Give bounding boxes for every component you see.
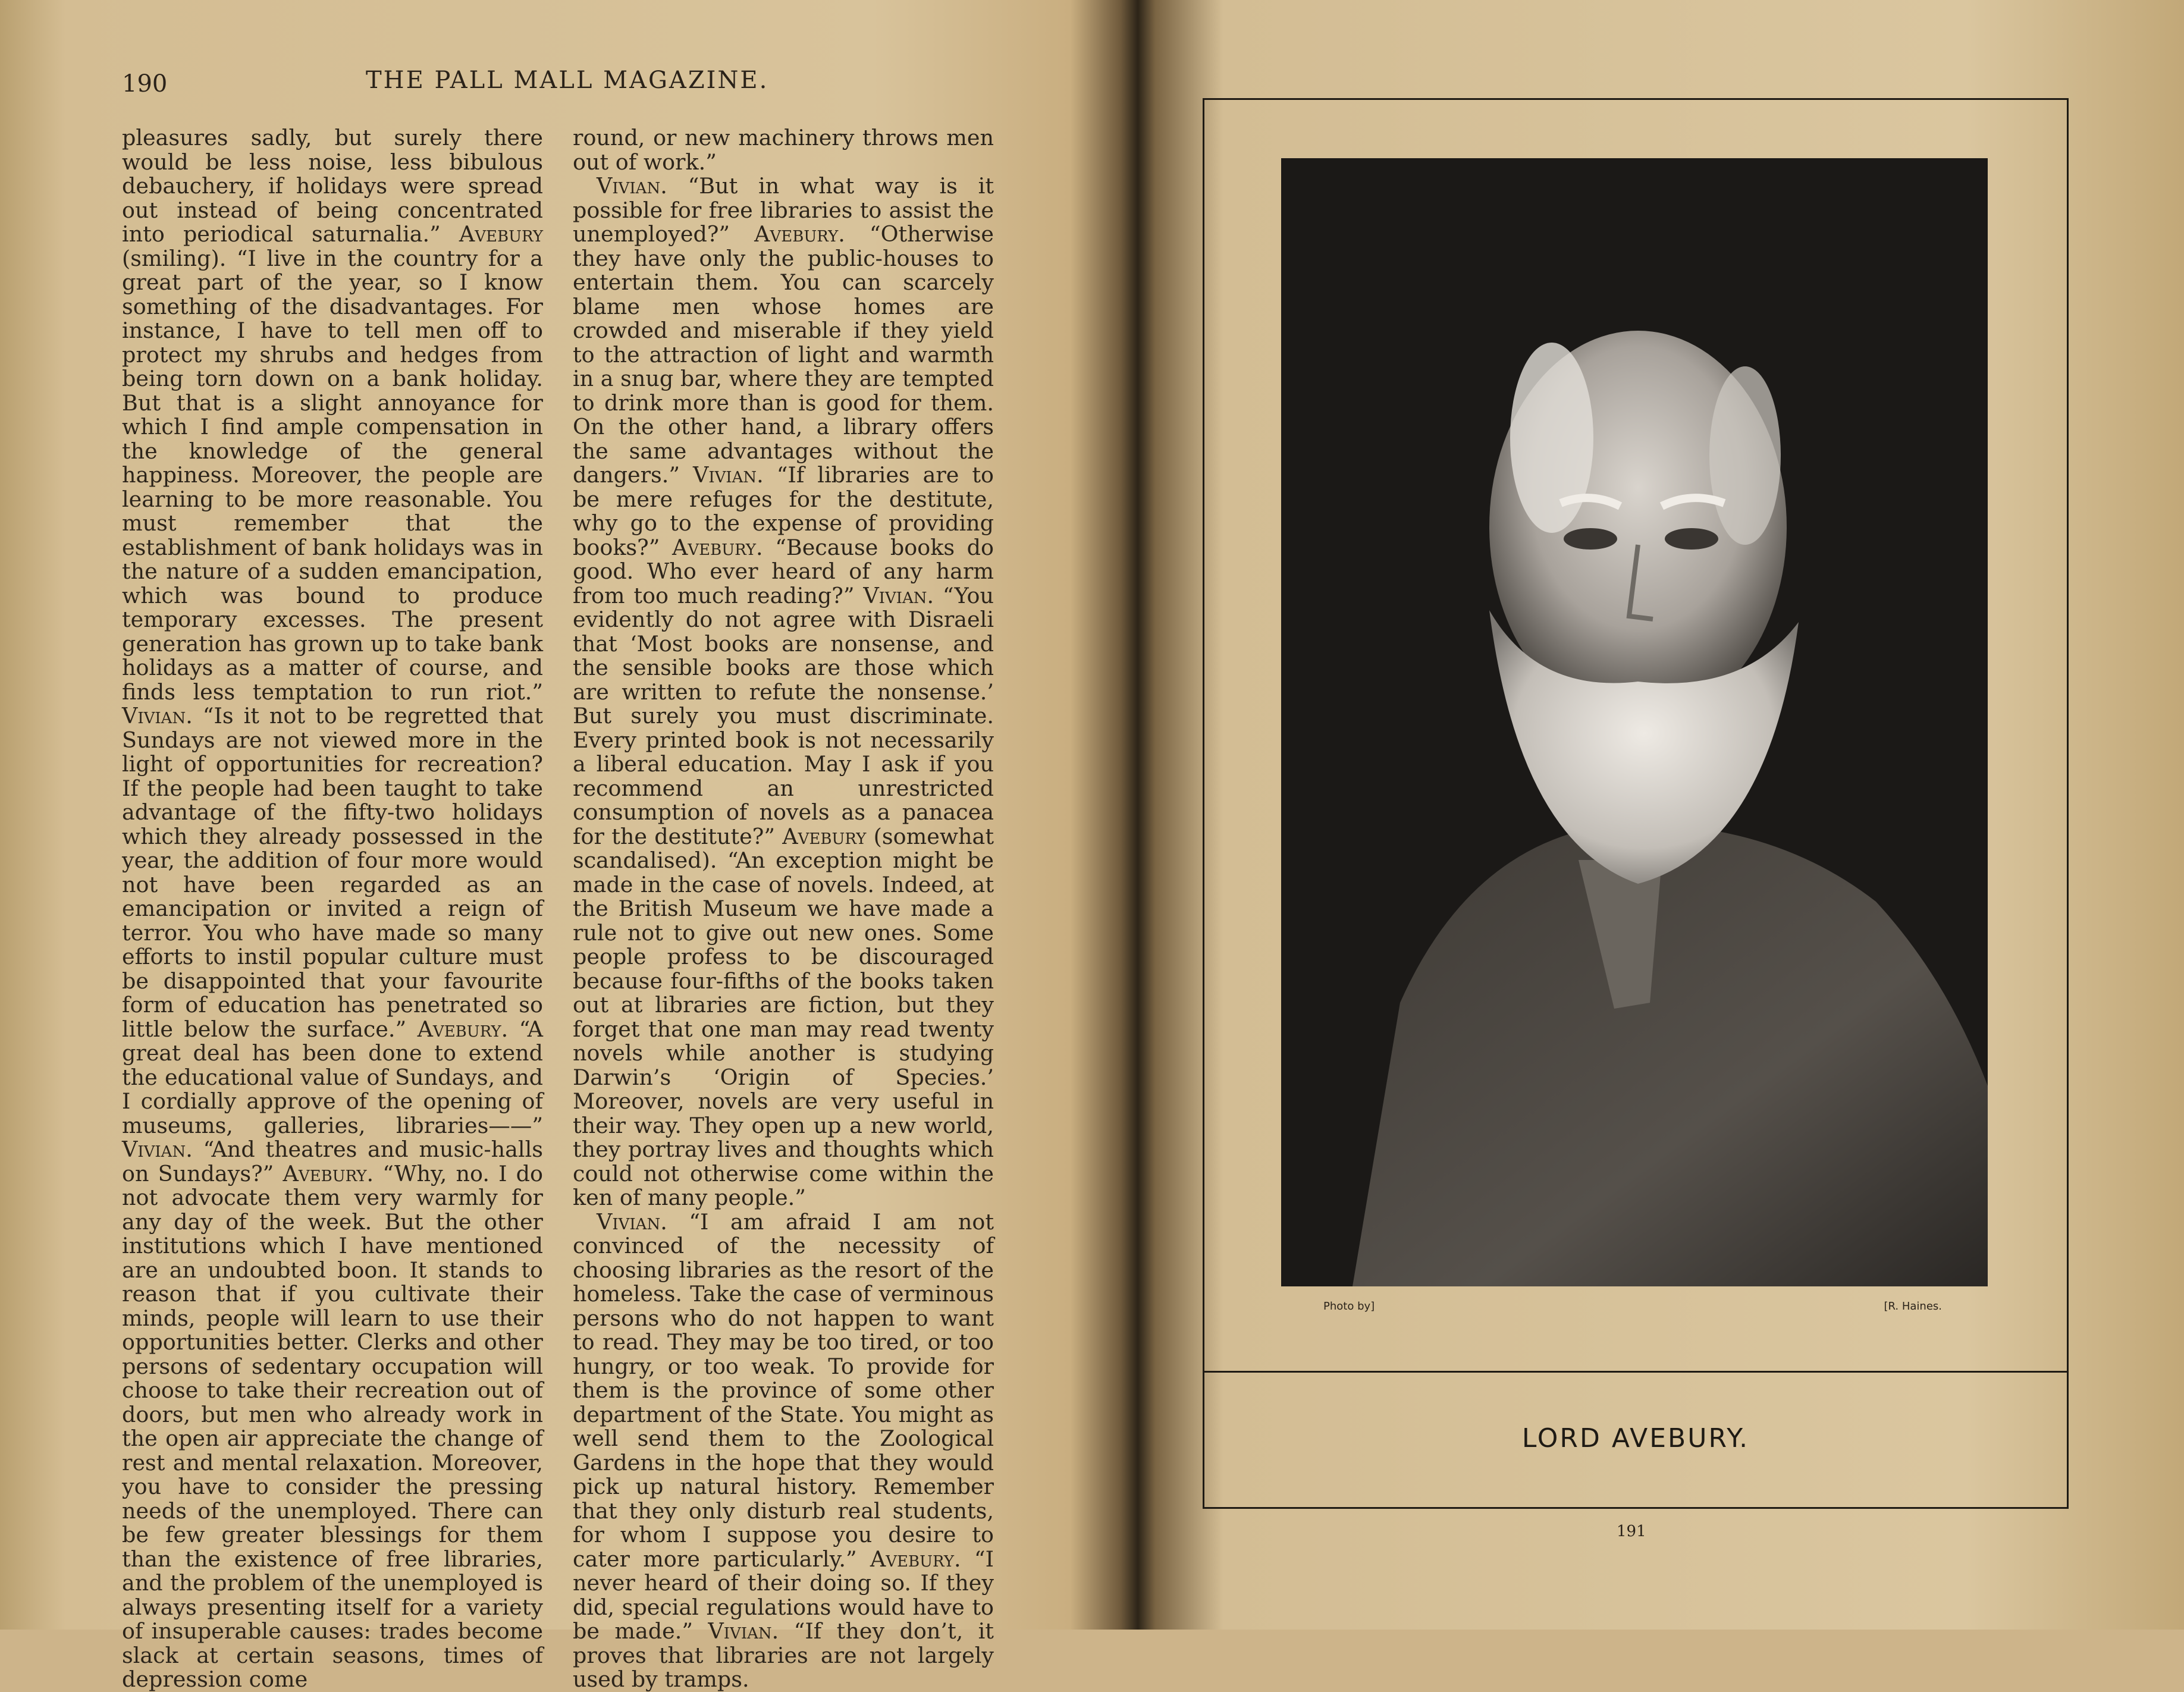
plate-divider <box>1204 1371 2067 1373</box>
speaker-name: Avebury. <box>754 221 845 247</box>
portrait-plate <box>1203 98 2069 1509</box>
speaker-name: Avebury <box>782 824 866 849</box>
paragraph <box>573 174 994 1210</box>
speaker-name: Vivian. <box>122 1137 193 1162</box>
paragraph <box>573 126 994 174</box>
text-run: “And theatres and music-halls on Sundays?” <box>122 1137 543 1186</box>
text-run: “I am afraid I am not convinced of the necessity of choosing libraries as the resort of the homeless. Take the case of verminous persons who do not happen to want to read. They may be too tired, or too hungry, or too weak. To provide for them is the province of some other department of the State. You might as well send them to the Zoological Gardens in the hope that they would pick up natural history. Remember that they only disturb real students, for whom I suppose you desire to cater more particularly.” <box>573 1209 994 1572</box>
page-number-right: 191 <box>1617 1523 1646 1540</box>
text-run: round, or new machinery throws men out of work.” <box>573 125 994 175</box>
text-column-2 <box>573 126 994 1692</box>
photo-credit-right: [R. Haines. <box>1884 1300 1942 1313</box>
speaker-name: Vivian. <box>122 703 193 729</box>
text-run: “Is it not to be regretted that Sundays are not viewed more in the light of opportunities for recreation? If the people had been taught to take advantage of the fifty-two holidays which they already possessed in the year, the addition of four more would not have been regarded as an emancipation or invited a reign of terror. You who have made so many efforts to instil popular culture must be disappointed that your favourite form of education has penetrated so little below the surface.” <box>122 703 543 1042</box>
text-run: (somewhat scandalised). “An exception might be made in the case of novels. Indeed, at the British Museum we have made a rule not to give out new ones. Some people profess to be discouraged because four-fifths of the books taken out at libraries are fiction, but they forget that one man may read twenty novels while another is studying Darwin’s ‘Origin of Species.’ Moreover, novels are very useful in their way. They open up a new world, they portray lives and thoughts which could not otherwise come within the ken of many people.” <box>573 824 994 1211</box>
speaker-name: Vivian. <box>708 1618 779 1644</box>
running-head: THE PALL MALL MAGAZINE. <box>366 67 768 94</box>
speaker-name: Vivian. <box>597 1209 667 1235</box>
text-run: “A great deal has been done to extend the educational value of Sundays, and I cordially approve of the opening of museums, galleries, libraries——” <box>122 1016 543 1138</box>
paragraph <box>122 126 543 1692</box>
portrait-figure <box>1281 158 1988 1286</box>
text-run: “But in what way is it possible for free libraries to assist the unemployed?” <box>573 173 994 247</box>
speaker-name: Vivian. <box>863 583 934 608</box>
speaker-name: Avebury. <box>870 1546 961 1572</box>
speaker-name: Avebury <box>459 221 543 247</box>
text-run: “Because books do good. Who ever heard of any harm from too much reading?” <box>573 535 994 608</box>
text-run: “Why, no. I do not advocate them very warmly for any day of the week. But the other institutions which I have mentioned are an undoubted boon. It stands to reason that if you cultivate their minds, people will learn to use their opportunities better. Clerks and other persons of sedentary occupation will choose to take their recreation out of doors, but men who already work in the open air appreciate the change of rest and mental relaxation. Moreover, you have to consider the pressing needs of the unemployed. There can be few greater blessings for them than the existence of free libraries, and the problem of the unemployed is always presenting itself for a variety of insuperable causes: trades become slack at certain seasons, times of depression come <box>122 1161 543 1692</box>
text-run: “If they don’t, it proves that libraries are not largely used by tramps. <box>573 1618 994 1692</box>
page-number-left: 190 <box>122 70 167 98</box>
text-column-1 <box>122 126 543 1692</box>
speaker-name: Avebury. <box>418 1016 509 1042</box>
speaker-name: Avebury. <box>283 1161 374 1186</box>
left-page <box>0 0 1077 1630</box>
text-run: “I never heard of their doing so. If they did, special regulations would have to be made.” <box>573 1546 994 1644</box>
speaker-name: Vivian. <box>597 173 667 199</box>
text-run: (smiling). “I live in the country for a great part of the year, so I know something of the disadvantages. For instance, I have to tell men off to protect my shrubs and hedges from being torn down on a bank holiday. But that is a slight annoyance for which I find ample compensation in the knowledge of the general happiness. Moreover, the people are learning to be more reasonable. You must remember that the establishment of bank holidays was in the nature of a sudden emancipation, which was bound to produce temporary excesses. The present generation has grown up to take bank holidays as a matter of course, and finds less temptation to run riot.” <box>122 246 543 705</box>
photo-credit-left: Photo by] <box>1323 1300 1375 1313</box>
text-run: pleasures sadly, but surely there would be less noise, less bibulous debauchery, if holidays were spread out instead of being concentrated into periodical saturnalia.” <box>122 125 543 247</box>
text-run: “If libraries are to be mere refuges for the destitute, why go to the expense of providing books?” <box>573 462 994 560</box>
text-run: “Otherwise they have only the public-houses to entertain them. You can scarcely blame men whose homes are crowded and miserable if they yield to the attraction of light and warmth in a snug bar, where they are tempted to drink more than is good for them. On the other hand, a library offers the same advantages without the dangers.” <box>573 221 994 488</box>
text-run: “You evidently do not agree with Disraeli that ‘Most books are nonsense, and the sensible books are those which are written to refute the nonsense.’ But surely you must discriminate. Every printed book is not necessarily a liberal education. May I ask if you recommend an unrestricted consumption of novels as a panacea for the destitute?” <box>573 583 994 849</box>
portrait-caption: LORD AVEBURY. <box>1204 1423 2067 1454</box>
paragraph <box>573 1210 994 1692</box>
portrait-photo <box>1281 158 1988 1286</box>
speaker-name: Vivian. <box>693 462 764 488</box>
speaker-name: Avebury. <box>672 535 763 560</box>
